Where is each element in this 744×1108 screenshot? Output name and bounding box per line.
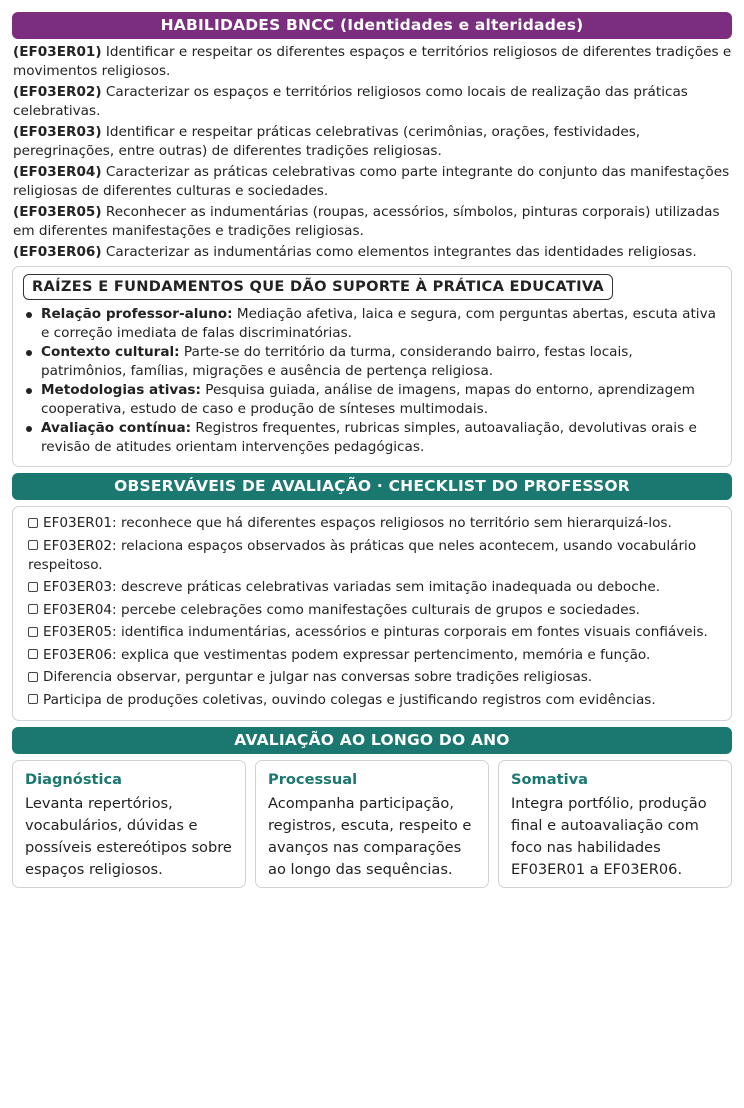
checkbox-icon[interactable] xyxy=(28,649,38,659)
checkbox-icon[interactable] xyxy=(28,518,38,528)
checkbox-icon[interactable] xyxy=(28,694,38,704)
checklist-item[interactable] xyxy=(28,646,719,665)
checkbox-icon[interactable] xyxy=(28,627,38,637)
skill-text: Caracterizar as práticas celebrativas como parte integrante do conjunto das manifestações religiosas de diferentes culturas e sociedades. xyxy=(13,164,730,199)
roots-item xyxy=(23,419,721,457)
skill-code: (EF03ER01) xyxy=(13,44,102,60)
skill-code: (EF03ER03) xyxy=(13,124,102,140)
skill-code: (EF03ER05) xyxy=(13,204,102,220)
skill-code: (EF03ER06) xyxy=(13,244,102,260)
skill-item xyxy=(13,83,732,121)
checklist-item-text: EF03ER02: relaciona espaços observados às práticas que neles acontecem, usando vocabulário respeitoso. xyxy=(28,537,697,573)
checklist-item-text: EF03ER06: explica que vestimentas podem expressar pertencimento, memória e função. xyxy=(43,646,651,663)
roots-item-text: Registros frequentes, rubricas simples, autoavaliação, devolutivas orais e revisão de atitudes orientam intervenções pedagógicas. xyxy=(41,420,697,455)
assessment-card-diagnostica xyxy=(12,760,246,888)
card-title: Diagnóstica xyxy=(25,771,122,788)
checklist-item[interactable] xyxy=(28,537,719,575)
checklist-item-text: EF03ER03: descreve práticas celebrativas variadas sem imitação inadequada ou deboche. xyxy=(43,579,661,595)
checkbox-icon[interactable] xyxy=(28,582,38,592)
skill-text: Identificar e respeitar práticas celebrativas (cerimônias, orações, festividades, peregrinações, entre outras) de diferentes tradições religiosas. xyxy=(13,124,641,159)
skill-code: (EF03ER02) xyxy=(13,84,102,100)
roots-item-key: Metodologias ativas: xyxy=(41,382,201,398)
roots-item xyxy=(23,381,721,419)
roots-list xyxy=(23,305,721,457)
year-header: AVALIAÇÃO AO LONGO DO ANO xyxy=(12,727,732,754)
roots-item-key: Avaliação contínua: xyxy=(41,420,192,436)
checkbox-icon[interactable] xyxy=(28,604,38,614)
checklist-item-text: EF03ER01: reconhece que há diferentes espaços religiosos no território sem hierarquizá-los. xyxy=(43,515,672,531)
assessment-cards xyxy=(12,760,732,888)
checkbox-icon[interactable] xyxy=(28,540,38,550)
checklist-item[interactable] xyxy=(28,668,719,687)
checklist-item-text: Diferencia observar, perguntar e julgar nas conversas sobre tradições religiosas. xyxy=(43,669,593,685)
card-text: Levanta repertórios, vocabulários, dúvidas e possíveis estereótipos sobre espaços religiosos. xyxy=(25,795,232,878)
skill-item xyxy=(13,163,732,201)
checklist-header: OBSERVÁVEIS DE AVALIAÇÃO · CHECKLIST DO PROFESSOR xyxy=(12,473,732,500)
roots-item xyxy=(23,305,721,343)
skill-item xyxy=(13,43,732,81)
card-text: Integra portfólio, produção final e autoavaliação com foco nas habilidades EF03ER01 a EF03ER06. xyxy=(511,795,707,878)
checkbox-icon[interactable] xyxy=(28,672,38,682)
checklist-item[interactable] xyxy=(28,514,719,533)
skills-header: HABILIDADES BNCC (Identidades e alteridades) xyxy=(12,12,732,39)
checklist-panel xyxy=(12,506,732,721)
checklist-item-text: Participa de produções coletivas, ouvindo colegas e justificando registros com evidências. xyxy=(43,691,656,708)
skill-code: (EF03ER04) xyxy=(13,164,102,180)
assessment-card-somativa xyxy=(498,760,732,888)
roots-item-key: Contexto cultural: xyxy=(41,344,180,360)
skill-item xyxy=(13,203,732,241)
checklist-item[interactable] xyxy=(28,578,719,597)
roots-title: RAÍZES E FUNDAMENTOS QUE DÃO SUPORTE À PRÁTICA EDUCATIVA xyxy=(23,274,613,300)
roots-item-text: Pesquisa guiada, análise de imagens, mapas do entorno, aprendizagem cooperativa, estudo de caso e produção de sínteses multimodais. xyxy=(41,382,695,417)
skill-text: Identificar e respeitar os diferentes espaços e territórios religiosos de diferentes tradições e movimentos religiosos. xyxy=(13,44,732,79)
checklist-item-text: EF03ER04: percebe celebrações como manifestações culturais de grupos e sociedades. xyxy=(43,601,640,618)
checklist-item[interactable] xyxy=(28,623,719,642)
checklist-item[interactable] xyxy=(28,601,719,620)
card-title: Processual xyxy=(268,771,358,788)
skill-text: Caracterizar os espaços e territórios religiosos como locais de realização das práticas celebrativas. xyxy=(13,84,688,119)
roots-item-text: Parte-se do território da turma, considerando bairro, festas locais, patrimônios, famílias, migrações e ausência de pertença religiosa. xyxy=(41,344,633,379)
roots-panel xyxy=(12,266,732,467)
card-title: Somativa xyxy=(511,771,588,788)
skill-item xyxy=(13,123,732,161)
page xyxy=(12,12,732,888)
roots-item xyxy=(23,343,721,381)
checklist-item-text: EF03ER05: identifica indumentárias, acessórios e pinturas corporais em fontes visuais confiáveis. xyxy=(43,624,708,640)
assessment-card-processual xyxy=(255,760,489,888)
checklist-item[interactable] xyxy=(28,691,719,710)
skill-text: Reconhecer as indumentárias (roupas, acessórios, símbolos, pinturas corporais) utilizadas em diferentes manifestações e tradições religiosas. xyxy=(13,204,720,239)
roots-item-key: Relação professor-aluno: xyxy=(41,306,233,322)
card-text: Acompanha participação, registros, escuta, respeito e avanços nas comparações ao longo das sequências. xyxy=(268,795,472,878)
skill-text: Caracterizar as indumentárias como elementos integrantes das identidades religiosas. xyxy=(105,244,697,260)
skills-list xyxy=(12,39,732,262)
roots-item-text: Mediação afetiva, laica e segura, com perguntas abertas, escuta ativa e correção imediata de falas discriminatórias. xyxy=(41,306,716,341)
skill-item xyxy=(13,243,732,262)
